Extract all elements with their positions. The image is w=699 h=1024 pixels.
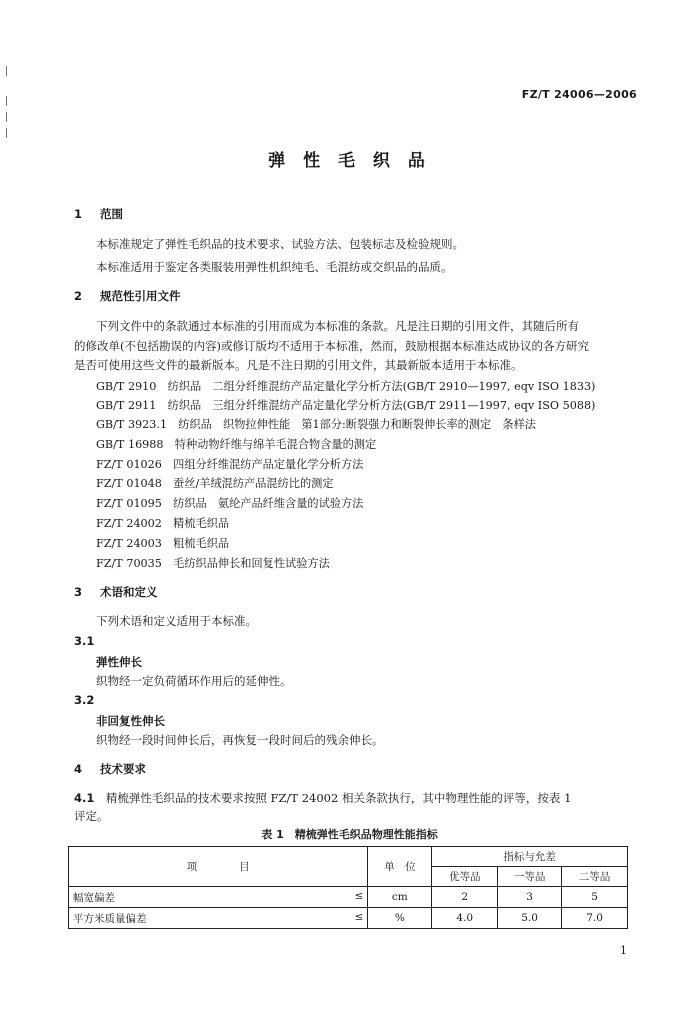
clause-text: 精梳弹性毛织品的技术要求按照 FZ/T 24002 相关条款执行，其中物理性能的评等，按表 1 [105, 791, 572, 805]
reference-item [96, 416, 536, 432]
paragraph: 下列文件中的条款通过本标准的引用而成为本标准的条款。凡是注日期的引用文件，其随后所有 [96, 319, 579, 333]
paragraph: 下列术语和定义适用于本标准。 [96, 614, 257, 628]
reference-code: FZ/T 24002 [96, 517, 162, 530]
row-value: 7.0 [562, 908, 628, 929]
section-title: 术语和定义 [100, 585, 158, 599]
term-number: 3.1 [74, 634, 95, 648]
section-title: 规范性引用文件 [100, 289, 181, 303]
row-item-label: 幅宽偏差 [73, 891, 115, 904]
reference-item [96, 495, 363, 511]
reference-title: 毛纺织品伸长和回复性试验方法 [173, 557, 330, 570]
reference-code: GB/T 2910 [96, 380, 157, 393]
reference-code: GB/T 2911 [96, 399, 157, 412]
reference-title: 特种动物纤维与绵羊毛混合物含量的测定 [174, 438, 377, 451]
row-value: 4.0 [432, 908, 498, 929]
paragraph: 的修改单(不包括勘误的内容)或修订版均不适用于本标准，然而，鼓励根据本标准达成协议的各方研究 [74, 339, 589, 353]
reference-code: GB/T 16988 [96, 438, 164, 451]
section-number: 1 [74, 207, 83, 221]
scan-margin-mark [6, 128, 7, 138]
row-value: 5 [562, 887, 628, 908]
reference-code: FZ/T 01026 [96, 458, 162, 471]
term-definition: 织物经一段时间伸长后，再恢复一段时间后的残余伸长。 [96, 733, 384, 747]
reference-title: 纺织品 氨纶产品纤维含量的试验方法 [173, 497, 364, 510]
reference-title: 蚕丝/羊绒混纺产品混纺比的测定 [173, 477, 334, 490]
reference-item [96, 555, 330, 571]
paragraph: 本标准适用于鉴定各类服装用弹性机织纯毛、毛混纺或交织品的品质。 [96, 260, 453, 274]
section-title: 范围 [100, 207, 123, 221]
reference-title: 纺织品 三组分纤维混纺产品定量化学分析方法(GB/T 2911—1997, eqv ISO 5088) [167, 399, 596, 412]
table-row [69, 908, 628, 929]
reference-item [96, 515, 229, 531]
reference-title: 粗梳毛织品 [173, 537, 230, 550]
section-number: 4 [74, 762, 83, 776]
scan-margin-mark [6, 66, 7, 76]
table-row [69, 887, 628, 908]
reference-code: FZ/T 01048 [96, 477, 162, 490]
paragraph: 是否可使用这些文件的最新版本。凡是不注日期的引用文件，其最新版本适用于本标准。 [74, 358, 523, 372]
scan-margin-mark [6, 112, 7, 122]
row-item-label: 平方米质量偏差 [73, 912, 147, 925]
header-unit: 单 位 [368, 847, 432, 887]
page-number: 1 [620, 944, 627, 957]
term-name: 非回复性伸长 [96, 714, 165, 728]
paragraph: 本标准规定了弹性毛织品的技术要求、试验方法、包装标志及检验规则。 [96, 237, 464, 251]
section-heading-references [74, 288, 181, 304]
reference-item [96, 456, 363, 472]
section-number: 3 [74, 585, 83, 599]
row-value: 5.0 [498, 908, 562, 929]
header-index-group: 指标与允差 [432, 847, 628, 867]
row-unit: cm [368, 887, 432, 908]
header-grade: 优等品 [432, 867, 498, 887]
reference-code: FZ/T 24003 [96, 537, 162, 550]
term-definition: 织物经一定负荷循环作用后的延伸性。 [96, 674, 292, 688]
reference-code: GB/T 3923.1 [96, 418, 168, 431]
row-unit: % [368, 908, 432, 929]
header-grade: 一等品 [498, 867, 562, 887]
scan-margin-mark [6, 96, 7, 106]
row-value: 2 [432, 887, 498, 908]
row-symbol: ≤ [354, 889, 364, 902]
header-item: 项 目 [69, 847, 368, 887]
reference-item [96, 397, 595, 413]
section-heading-requirements [74, 761, 146, 777]
physical-properties-table [68, 846, 628, 929]
clause-text-continued: 评定。 [74, 809, 109, 823]
reference-item [96, 475, 334, 491]
clause [74, 790, 571, 806]
reference-item [96, 436, 376, 452]
table-caption: 表 1 精梳弹性毛织品物理性能指标 [261, 828, 438, 841]
reference-item [96, 535, 229, 551]
table-header-row [69, 847, 628, 867]
clause-number: 4.1 [74, 791, 95, 805]
row-value: 3 [498, 887, 562, 908]
reference-item [96, 378, 595, 394]
section-title: 技术要求 [100, 762, 146, 776]
row-item [69, 908, 368, 929]
document-title: 弹 性 毛 织 品 [268, 151, 431, 171]
reference-title: 纺织品 二组分纤维混纺产品定量化学分析方法(GB/T 2910—1997, eqv ISO 1833) [167, 380, 596, 393]
reference-title: 四组分纤维混纺产品定量化学分析方法 [173, 458, 364, 471]
row-symbol: ≤ [354, 910, 364, 923]
header-grade: 二等品 [562, 867, 628, 887]
standard-number: FZ/T 24006—2006 [521, 88, 637, 101]
reference-title: 精梳毛织品 [173, 517, 230, 530]
row-item [69, 887, 368, 908]
term-number: 3.2 [74, 693, 95, 707]
reference-title: 纺织品 织物拉伸性能 第1部分:断裂强力和断裂伸长率的测定 条样法 [178, 418, 536, 431]
reference-code: FZ/T 01095 [96, 497, 162, 510]
reference-code: FZ/T 70035 [96, 557, 162, 570]
section-heading-scope [74, 206, 123, 222]
section-heading-terms [74, 584, 158, 600]
section-number: 2 [74, 289, 83, 303]
term-name: 弹性伸长 [96, 655, 142, 669]
